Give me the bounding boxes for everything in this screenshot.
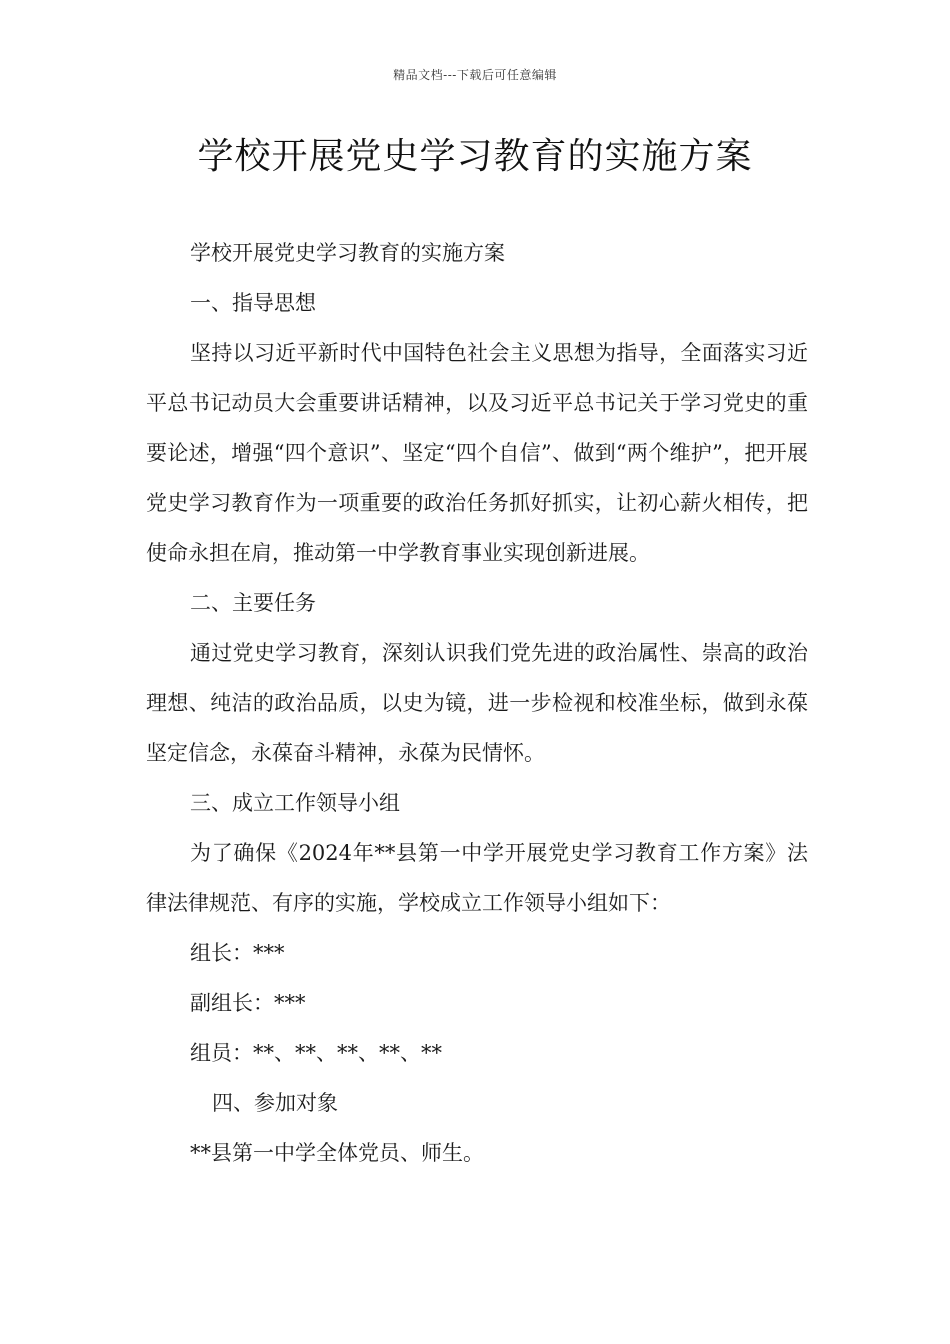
header-note: 精品文档---下载后可任意编辑: [393, 68, 557, 82]
guiding-ideology-paragraph: 坚持以习近平新时代中国特色社会主义思想为指导，全面落实习近平总书记动员大会重要讲话精神，以及习近平总书记关于学习党史的重要论述，增强“四个意识”、坚定“四个自信”、做到“两个维护”，把开展党史学习教育作为一项重要的政治任务抓好抓实，让初心薪火相传，把使命永担在肩，推动第一中学教育事业实现创新进展。: [146, 341, 808, 565]
group-members-line: 组员：**、**、**、**、**: [190, 1041, 442, 1065]
section-heading-4: 四、参加对象: [212, 1091, 338, 1115]
section-heading-2: 二、主要任务: [190, 591, 316, 615]
section-heading-1: 一、指导思想: [190, 291, 316, 315]
main-tasks-paragraph: 通过党史学习教育，深刻认识我们党先进的政治属性、崇高的政治理想、纯洁的政治品质，以史为镜，进一步检视和校准坐标，做到永葆坚定信念，永葆奋斗精神，永葆为民情怀。: [146, 641, 808, 765]
document-body: [146, 228, 808, 1178]
leadership-group-paragraph: 为了确保《2024年**县第一中学开展党史学习教育工作方案》法律法律规范、有序的实施，学校成立工作领导小组如下：: [146, 841, 808, 915]
subtitle-paragraph: 学校开展党史学习教育的实施方案: [190, 241, 505, 265]
document-title: 学校开展党史学习教育的实施方案: [197, 136, 753, 177]
group-leader-line: 组长：***: [190, 941, 285, 965]
participants-paragraph: **县第一中学全体党员、师生。: [190, 1141, 484, 1165]
deputy-leader-line: 副组长：***: [190, 991, 306, 1015]
section-heading-3: 三、成立工作领导小组: [190, 791, 400, 815]
